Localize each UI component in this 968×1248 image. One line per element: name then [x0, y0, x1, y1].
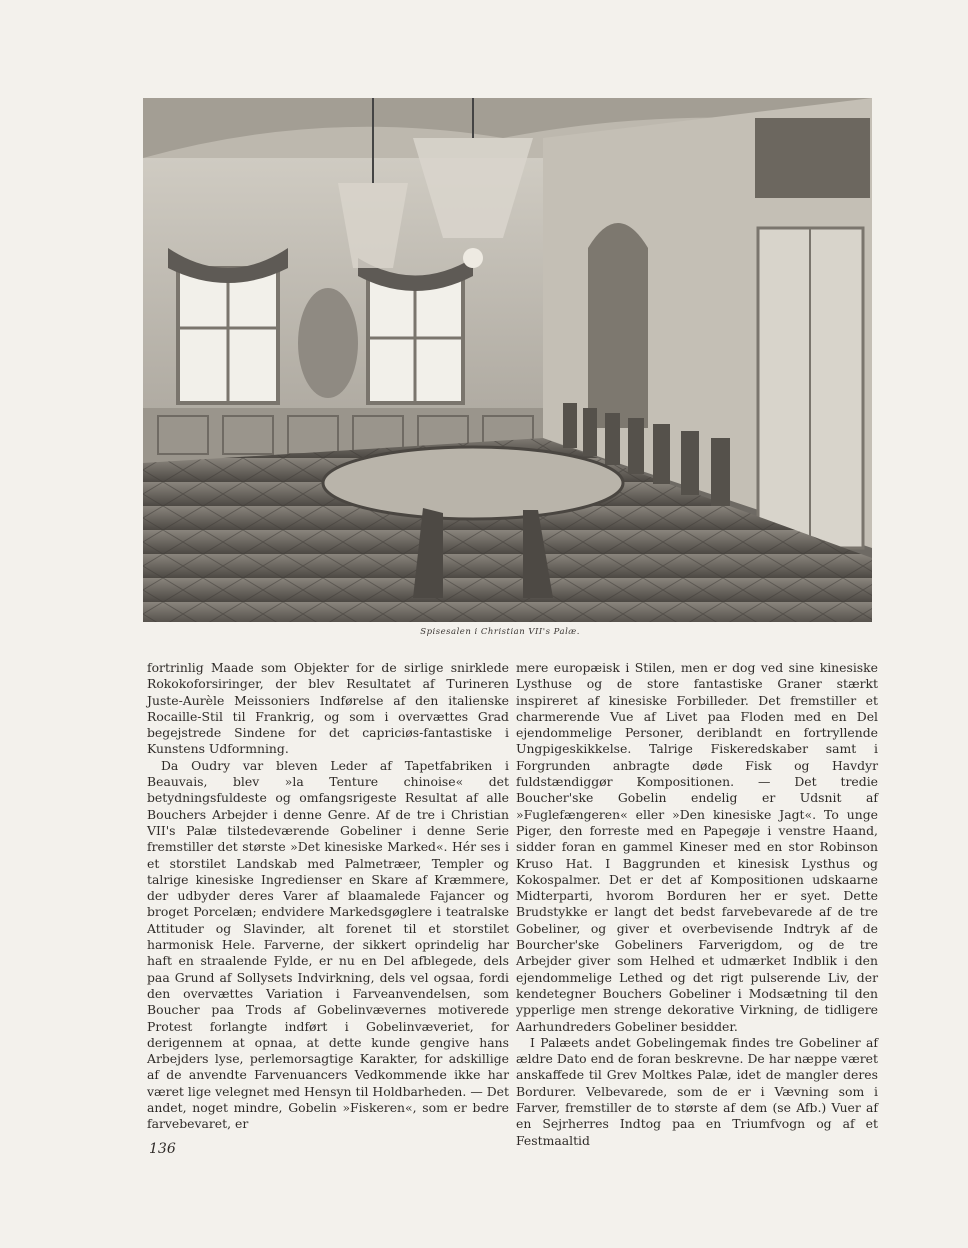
paragraph: fortrinlig Maade som Objekter for de sirlige snirklede Rokokoforsiringer, der blev Resultatet af Turineren Juste-Aurèle Meissoniers Indførelse af den italienske Rocaille-Stil til Frankrig, og som i overvættes Grad begejstrede Sindene for det capriciøs-fantastiske i Kunstens Udformning.	[147, 660, 509, 757]
figure-caption: Spisesalen i Christian VII's Palæ.	[420, 627, 580, 637]
dining-hall-photograph	[143, 98, 872, 622]
paragraph: I Palæets andet Gobelingemak findes tre Gobeliner af ældre Dato end de foran beskrevne. De har næppe været anskaffede til Grev Moltkes Palæ, idet de mangler deres Bordurer. Velbevarede, som de er i Vævning som i Farver, fremstiller de to største af dem (se Afb.) Vuer af en Sejrherres Indtog paa en Triumfvogn og af et Festmaaltid	[516, 1034, 878, 1148]
arched-niche	[588, 223, 648, 428]
text-column-right	[516, 660, 878, 1149]
paragraph: Da Oudry var bleven Leder af Tapetfabriken i Beauvais, blev »la Tenture chinoise« det betydningsfuldeste og omfangsrigeste Resultat af alle Bouchers Arbejder i denne Genre. Af de tre i Christian VII's Palæ tilstedeværende Gobeliner i denne Serie fremstiller det største »Det kinesiske Marked«. Hér ses i et storstilet Landskab med Palmetræer, Templer og talrige kinesiske Ingredienser en Skare af Kræmmere, der udbyder deres Varer af blaamalede Fajancer og broget Porcelæn; endvidere Markedsgøglere i teatralske Attituder og Slavinder, alt forenet til et storstilet harmonisk Hele. Farverne, der sikkert oprindelig har haft en straalende Fylde, er nu en Del afblegede, dels paa Grund af Sollysets Indvirkning, dels vel ogsaa, fordi den overvættes Variation i Farveanvendelsen, som Boucher paa Trods af Gobelinvævernes motiverede Protest forlangte indført i Gobelinvæveriet, for derigennem at opnaa, at dette kunde gengive hans Arbejders lyse, perlemorsagtige Karakter, for adskillige af de anvendte Farvenuancers Vedkommende ikke har været lige velegnet med Hensyn til Holdbarheden. — Det andet, noget mindre, Gobelin »Fiskeren«, som er bedre farvebevaret, er	[147, 757, 509, 1132]
paragraph: mere europæisk i Stilen, men er dog ved sine kinesiske Lysthuse og de store fantastiske Graner stærkt inspireret af kinesiske Forbilleder. Det fremstiller et charmerende Vue af Livet paa Floden med en Del ejendommelige Personer, deriblandt en fortryllende Ungpigeskikkelse. Talrige Fiskeredskaber samt i Forgrunden anbragte døde Fisk og Havdyr fuldstændiggør Kompositionen. — Det tredie Boucher'ske Gobelin endelig er Udsnit af »Fuglefængeren« eller »Den kinesiske Jagt«. To unge Piger, den forreste med en Papegøje i venstre Haand, sidder foran en gammel Kineser med en stor Robinson Kruso Hat. I Baggrunden et kinesisk Lysthus og Kokospalmer. Det er det af Kompositionen udskaarne Midterparti, hvorom Borduren her er syet. Dette Brudstykke er langt det bedst farvebevarede af de tre Gobeliner, og giver et overbevisende Indtryk af de Bourcher'ske Gobeliners Farverigdom, og de tre Arbejder giver som Helhed et udmærket Indblik i den ejendommelige Lethed og det rigt pulserende Liv, der kendetegner Bouchers Gobeliner i Modsætning til den ypperlige men strenge dekorative Virkning, de tidligere Aarhundreders Gobeliner besidder.	[516, 660, 878, 1034]
wall-ornament	[298, 288, 358, 398]
oval-table	[323, 447, 623, 519]
text-column-left	[147, 660, 509, 1133]
page-number: 136	[149, 1141, 176, 1157]
